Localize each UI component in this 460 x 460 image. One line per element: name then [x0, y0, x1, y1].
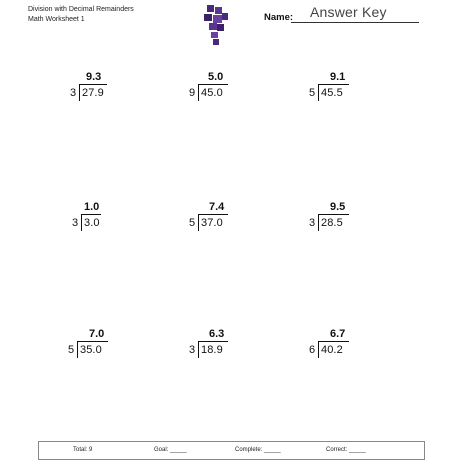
- divisor: 3: [70, 87, 77, 99]
- footer-correct: Correct: _____: [326, 447, 366, 453]
- worksheet-title-line1: Division with Decimal Remainders: [28, 6, 134, 13]
- footer-complete: Complete: _____: [235, 447, 281, 453]
- division-bar: [81, 214, 101, 215]
- quotient: 6.3: [209, 328, 225, 340]
- division-problem-1: [56, 71, 136, 111]
- dividend: 28.5: [321, 217, 343, 229]
- division-problem-5: [175, 201, 255, 241]
- division-problem-9: [297, 328, 377, 368]
- quotient: 5.0: [208, 71, 224, 83]
- quotient: 9.5: [330, 201, 346, 213]
- division-problem-4: [58, 201, 138, 241]
- division-problem-3: [297, 71, 377, 111]
- division-bracket: [81, 214, 82, 231]
- divisor: 5: [68, 344, 75, 356]
- footer-total: Total: 9: [73, 447, 93, 453]
- answer-key-title: Answer Key: [310, 4, 387, 20]
- division-bar: [198, 214, 228, 215]
- dividend: 37.0: [201, 217, 223, 229]
- division-bar: [77, 341, 108, 342]
- division-bar: [318, 341, 349, 342]
- division-bracket: [318, 341, 319, 358]
- dividend: 27.9: [82, 87, 104, 99]
- division-bracket: [198, 214, 199, 231]
- division-problem-7: [56, 328, 136, 368]
- quotient: 9.1: [330, 71, 346, 83]
- divisor: 9: [189, 87, 196, 99]
- quotient: 9.3: [86, 71, 102, 83]
- dividend: 35.0: [80, 344, 102, 356]
- name-line: [291, 22, 419, 23]
- footer-goal: Goal: _____: [154, 447, 187, 453]
- dividend: 45.5: [321, 87, 343, 99]
- quotient: 7.0: [89, 328, 105, 340]
- worksheet-title: [28, 5, 134, 25]
- dividend: 18.9: [201, 344, 223, 356]
- division-bar: [318, 84, 349, 85]
- division-bracket: [198, 84, 199, 101]
- quotient: 6.7: [330, 328, 346, 340]
- division-bar: [79, 84, 107, 85]
- quotient: 1.0: [84, 201, 100, 213]
- division-bar: [318, 214, 349, 215]
- score-footer: [38, 441, 425, 460]
- division-problem-6: [297, 201, 377, 241]
- divisor: 3: [309, 217, 316, 229]
- division-bracket: [198, 341, 199, 358]
- dividend: 3.0: [84, 217, 100, 229]
- division-bracket: [318, 84, 319, 101]
- divisor: 6: [309, 344, 316, 356]
- divisor: 3: [72, 217, 79, 229]
- dividend: 40.2: [321, 344, 343, 356]
- stacked-blocks-logo-icon: [201, 3, 231, 49]
- division-bracket: [77, 341, 78, 358]
- division-bar: [198, 341, 228, 342]
- division-bracket: [79, 84, 80, 101]
- division-bracket: [318, 214, 319, 231]
- division-bar: [198, 84, 228, 85]
- divisor: 3: [189, 344, 196, 356]
- worksheet-title-line2: Math Worksheet 1: [28, 16, 85, 23]
- divisor: 5: [189, 217, 196, 229]
- divisor: 5: [309, 87, 316, 99]
- quotient: 7.4: [209, 201, 225, 213]
- division-problem-2: [175, 71, 255, 111]
- name-label: Name:: [264, 12, 294, 23]
- dividend: 45.0: [201, 87, 223, 99]
- division-problem-8: [175, 328, 255, 368]
